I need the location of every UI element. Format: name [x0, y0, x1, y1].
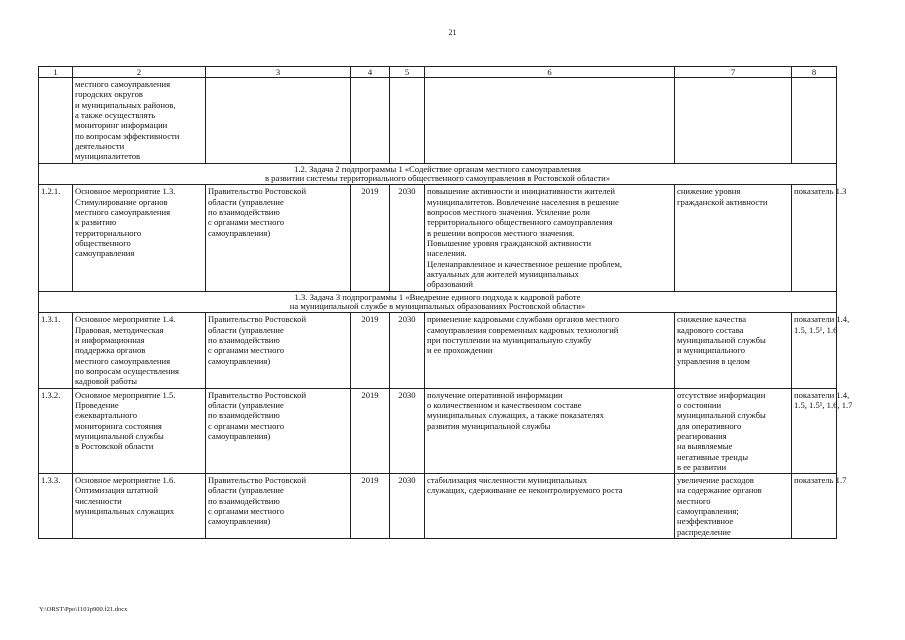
text-line: численности	[75, 495, 122, 506]
text-line: о количественном и качественном составе	[427, 399, 582, 410]
text-line: Стимулирование органов	[75, 196, 168, 207]
text-line: области (управление	[208, 196, 284, 207]
text-line: распределение	[677, 526, 731, 537]
text-line: Правительство Ростовской	[208, 475, 307, 486]
text-line: развития муниципальной службы	[427, 420, 551, 431]
end-year: 2030	[390, 474, 425, 539]
table-row	[39, 474, 837, 539]
file-path-footer: Y:\ORST\Ppo\1101p900.f21.docx	[39, 606, 128, 613]
start-year: 2019	[351, 388, 390, 474]
text-line: области (управление	[208, 324, 284, 335]
text-line: Правительство Ростовской	[208, 389, 307, 400]
text-line: с органами местного	[208, 420, 285, 431]
text-line: в развитии системы территориального общественного самоуправления в Ростовской области»	[264, 172, 611, 183]
text-line: территориального общественного самоуправления	[427, 217, 613, 228]
text-line: местного	[677, 495, 711, 506]
text-line: в Ростовской области	[75, 441, 154, 452]
measure-cell	[73, 474, 206, 539]
text-line: гражданской активности	[677, 196, 768, 207]
text-line: управления в целом	[677, 355, 750, 366]
text-line: к развитию	[75, 217, 117, 228]
text-line: Основное мероприятие 1.3.	[75, 186, 176, 197]
table-row	[39, 313, 837, 388]
start-year: 2019	[351, 313, 390, 388]
col-header-1: 1	[39, 67, 73, 78]
consequence-cell	[675, 185, 792, 291]
row-number: 1.3.2.	[39, 388, 73, 474]
text-line: в решении вопросов местного значения.	[427, 227, 575, 238]
text-line: показатель 1.7	[794, 475, 847, 486]
text-line: для оперативного	[677, 420, 742, 431]
end-year: 2030	[390, 388, 425, 474]
text-line: Правительство Ростовской	[208, 186, 307, 197]
continuation-row	[39, 78, 837, 164]
row-number: 1.2.1.	[39, 185, 73, 291]
result-cell	[425, 474, 675, 539]
executor-cell	[206, 474, 351, 539]
text-line: местного самоуправления	[75, 207, 171, 218]
result-cell	[425, 313, 675, 388]
text-line: самоуправления	[75, 248, 135, 259]
text-line: на муниципальной службе в муниципальных образованиях Ростовской области»	[289, 300, 586, 311]
text-line: получение оперативной информации	[427, 389, 563, 400]
text-line: негативные тренды	[677, 451, 748, 462]
text-line: самоуправления)	[208, 516, 271, 527]
text-line: муниципальной службы	[677, 335, 766, 346]
result-cell	[425, 185, 675, 291]
row-number: 1.3.3.	[39, 474, 73, 539]
text-line: муниципальной службы	[677, 410, 766, 421]
text-line: по вопросам осуществления	[75, 366, 179, 376]
text-line: на содержание органов	[677, 485, 762, 496]
section-row-task-3	[39, 291, 837, 313]
continuation-measure	[73, 78, 206, 164]
table-row	[39, 185, 837, 291]
text-line: реагирования	[677, 430, 727, 441]
text-line: стабилизация численности муниципальных	[427, 475, 588, 486]
text-line: области (управление	[208, 485, 284, 496]
measure-cell	[73, 388, 206, 474]
text-line: на выявляемые	[677, 441, 733, 452]
start-year: 2019	[351, 185, 390, 291]
text-line: отсутствие информации	[677, 389, 766, 400]
text-line: а также осуществлять	[75, 109, 156, 120]
col-header-3: 3	[206, 67, 351, 78]
text-line: неэффективное	[677, 516, 734, 527]
col-header-4: 4	[351, 67, 390, 78]
text-line: деятельности	[75, 140, 125, 151]
text-line: показатели 1.4,	[794, 389, 850, 400]
text-line: муниципальной службы	[75, 430, 164, 441]
text-line: Основное мероприятие 1.4.	[75, 314, 176, 325]
section-heading-task-2	[39, 163, 837, 185]
text-line: по взаимодействию	[208, 335, 280, 346]
text-line: 1.2. Задача 2 подпрограммы 1 «Содействие органам местного самоуправления	[294, 163, 581, 174]
text-line: самоуправления)	[208, 355, 271, 366]
indicator-cell	[792, 388, 853, 474]
text-line: по взаимодействию	[208, 410, 280, 421]
text-line: 1.5, 1.5¹, 1.6, 1.7	[794, 399, 853, 410]
row-number: 1.3.1.	[39, 313, 73, 388]
col-header-8: 8	[792, 67, 837, 78]
text-line: при поступлении на муниципальную службу	[427, 335, 592, 346]
text-line: вопросов местного значения. Усиление роли	[427, 207, 590, 218]
text-line: образований	[427, 279, 473, 290]
text-line: Правовая, методическая	[75, 324, 164, 335]
executor-cell	[206, 388, 351, 474]
text-line: показатели 1.4,	[794, 314, 850, 325]
executor-cell	[206, 185, 351, 291]
measure-cell	[73, 313, 206, 388]
text-line: увеличение расходов	[677, 475, 754, 486]
text-line: населения.	[427, 248, 467, 259]
text-line: показатель 1.3	[794, 186, 847, 197]
text-line: Проведение	[75, 399, 119, 410]
text-line: городских округов	[75, 89, 143, 100]
text-line: общественного	[75, 237, 131, 248]
text-line: по взаимодействию	[208, 495, 280, 506]
col-header-2: 2	[73, 67, 206, 78]
text-line: и муниципального	[677, 345, 746, 356]
consequence-cell	[675, 474, 792, 539]
col-header-7: 7	[675, 67, 792, 78]
text-line: о состоянии	[677, 399, 722, 410]
result-cell	[425, 388, 675, 474]
text-line: 1.3. Задача 3 подпрограммы 1 «Внедрение единого подхода к кадровой работе	[294, 291, 581, 302]
text-line: Правительство Ростовской	[208, 314, 307, 325]
indicator-cell	[792, 185, 847, 291]
text-line: самоуправления современных кадровых технологий	[427, 324, 619, 335]
text-line: ежеквартального	[75, 410, 138, 421]
text-line: применение кадровыми службами органов местного	[427, 314, 620, 325]
text-line: 1.5, 1.5¹, 1.6	[794, 324, 838, 335]
header-row	[39, 67, 837, 78]
text-line: Оптимизация штатной	[75, 485, 159, 496]
text-line: муниципалитетов	[75, 151, 141, 162]
text-line: актуальных для жителей муниципальных	[427, 268, 579, 279]
text-line: Целенаправленное и качественное решение проблем,	[427, 258, 623, 269]
table-row	[39, 388, 837, 474]
end-year: 2030	[390, 313, 425, 388]
text-line: снижение качества	[677, 314, 747, 325]
text-line: самоуправления)	[208, 430, 271, 441]
indicator-cell	[792, 313, 850, 388]
text-line: и информационная	[75, 335, 145, 346]
text-line: мониторинга состояния	[75, 420, 162, 431]
program-measures-table	[38, 66, 853, 539]
text-line: муниципальных служащих, а также показателях	[427, 410, 604, 421]
col-header-5: 5	[390, 67, 425, 78]
text-line: служащих, сдерживание ее неконтролируемого роста	[427, 485, 623, 496]
text-line: в ее развитии	[677, 461, 727, 472]
text-line: поддержка органов	[75, 345, 146, 356]
text-line: повышение активности и инициативности жителей	[427, 186, 616, 197]
text-line: с органами местного	[208, 506, 285, 517]
text-line: территориального	[75, 227, 142, 238]
text-line: муниципалитетов. Вовлечение населения в решение	[427, 196, 619, 207]
text-line: мониторинг информации	[75, 120, 168, 131]
end-year: 2030	[390, 185, 425, 291]
text-line: с органами местного	[208, 345, 285, 356]
text-line: местного самоуправления	[75, 355, 171, 366]
consequence-cell	[675, 313, 792, 388]
text-line: и ее прохождении	[427, 345, 493, 356]
section-row-task-2	[39, 163, 837, 185]
consequence-cell	[675, 388, 792, 474]
text-line: по вопросам эффективности	[75, 130, 180, 141]
text-line: по взаимодействию	[208, 207, 280, 218]
text-line: самоуправления;	[677, 506, 739, 517]
col-header-6: 6	[425, 67, 675, 78]
executor-cell	[206, 313, 351, 388]
text-line: местного самоуправления	[75, 79, 171, 89]
section-heading-task-3	[39, 291, 837, 313]
text-line: снижение уровня	[677, 186, 741, 197]
text-line: кадровой работы	[75, 376, 138, 387]
text-line: муниципальных служащих	[75, 506, 175, 517]
text-line: Основное мероприятие 1.6.	[75, 475, 176, 486]
text-line: с органами местного	[208, 217, 285, 228]
text-line: самоуправления)	[208, 227, 271, 238]
measure-cell	[73, 185, 206, 291]
start-year: 2019	[351, 474, 390, 539]
text-line: Основное мероприятие 1.5.	[75, 389, 176, 400]
text-line: кадрового состава	[677, 324, 744, 335]
page-number: 21	[448, 28, 457, 37]
text-line: и муниципальных районов,	[75, 99, 176, 110]
text-line: Повышение уровня гражданской активности	[427, 237, 592, 248]
text-line: области (управление	[208, 399, 284, 410]
indicator-cell	[792, 474, 847, 539]
